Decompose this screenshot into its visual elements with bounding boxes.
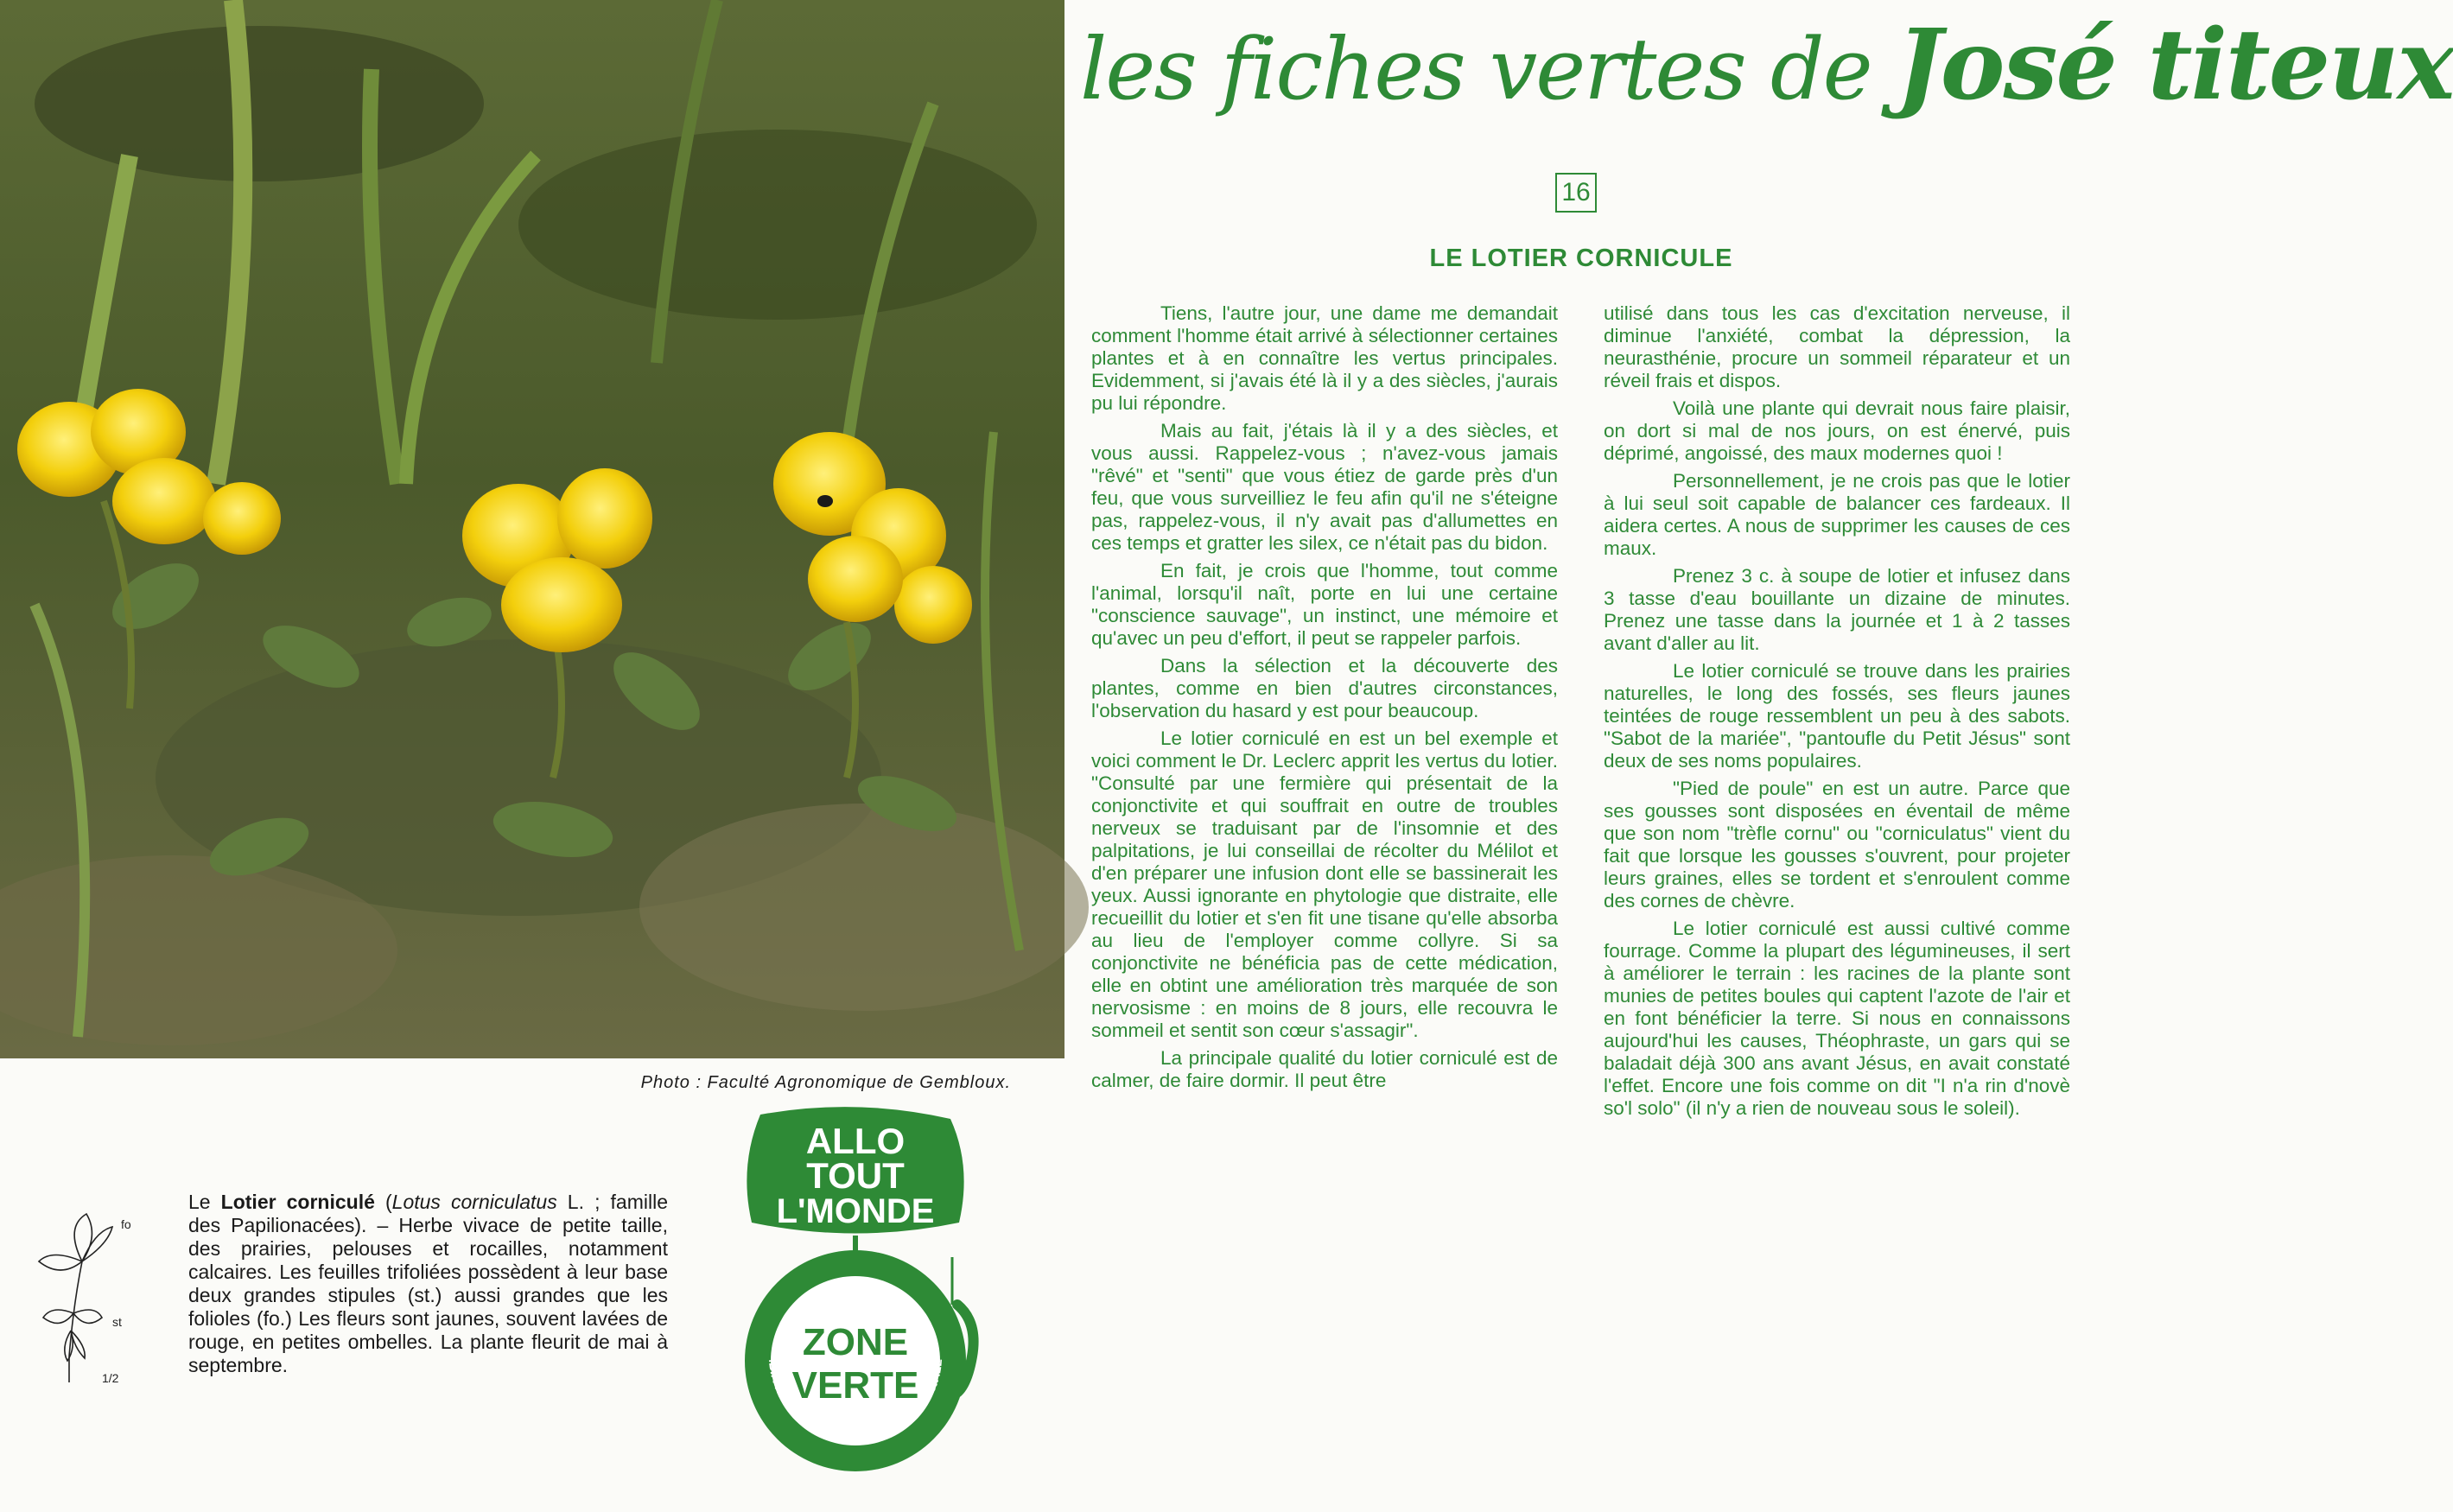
paragraph: Le lotier corniculé est aussi cultivé comme fourrage. Comme la plupart des légumineuses, il sert à améliorer le terrain : les racines de la plante sont munies de petites boules qui captent l'azote de l'air et en font bénéficier la terre. Si nous en connaissons aujourd'hui les causes, Théophraste, un gars qui se baladait déjà 300 ans avant Jésus, en avait constaté l'effet. Encore une fois comme on dit "I n'a rin d'novè so'l solo" (il n'y a rien de nouveau sous le soleil).	[1604, 918, 2070, 1119]
logo-word-2: TOUT	[806, 1155, 905, 1196]
article-title: LE LOTIER CORNICULE	[1429, 245, 1733, 272]
botanical-sketch	[35, 1210, 147, 1391]
paragraph: Tiens, l'autre jour, une dame me demandait comment l'homme était arrivé à sélectionner certaines plantes et à en connaître les vertus principales. Evidemment, si j'avais été là il y a des siècles, j'aurais pu lui répondre.	[1091, 302, 1558, 414]
photo-credit: Photo : Faculté Agronomique de Gembloux.	[640, 1073, 1011, 1092]
logo-center-2: VERTE	[791, 1364, 919, 1407]
article-column-1	[1091, 302, 1558, 1097]
paragraph: Personnellement, je ne crois pas que le lotier à lui seul soit capable de balancer ces fardeaux. Il aidera certes. A nous de supprimer les causes de ces maux.	[1604, 470, 2070, 559]
paragraph: Voilà une plante qui devrait nous faire plaisir, on dort si mal de nos jours, on est énervé, puis déprimé, angoissé, des maux modernes quoi !	[1604, 397, 2070, 464]
paragraph: Dans la sélection et la découverte des plantes, comme en bien d'autres circonstances, l'observation du hasard y est pour beaucoup.	[1091, 655, 1558, 721]
paragraph: La principale qualité du lotier corniculé est de calmer, de faire dormir. Il peut être	[1091, 1047, 1558, 1091]
leaf-sketch-icon	[35, 1210, 147, 1391]
logo-ring-text: .B.F. NAMUR LUXEMBOURG BRABANT WALL	[766, 1358, 945, 1446]
masthead-author: José titeux	[1896, 9, 2453, 122]
issue-number: 16	[1555, 173, 1597, 213]
sketch-label-fo: fo	[121, 1217, 131, 1231]
paragraph: Mais au fait, j'étais là il y a des siècles, et vous aussi. Rappelez-vous ; n'avez-vous jamais "rêvé" et "senti" que vous étiez de garde près d'un feu, que vous surveilliez le feu afin qu'il ne s'éteigne pas, rappelez-vous, il n'y avait pas d'allumettes en ces temps et gratter les silex, ce n'était pas du bidon.	[1091, 420, 1558, 554]
paragraph: Prenez 3 c. à soupe de lotier et infusez dans 3 tasse d'eau bouillante un dizaine de minutes. Prenez une tasse dans la journée et 1 à 2 tasses avant d'aller au lit.	[1604, 565, 2070, 654]
sketch-scale: 1/2	[102, 1371, 119, 1385]
legend-prefix: Le	[188, 1191, 221, 1213]
paragraph: Le lotier corniculé se trouve dans les prairies naturelles, le long des fossés, ses fleurs jaunes teintées de rouge ressemblent un peu à des sabots. "Sabot de la mariée", "pantoufle du Petit Jésus" sont deux de ses noms populaires.	[1604, 660, 2070, 772]
paragraph: En fait, je crois que l'homme, tout comme l'animal, lorsqu'il naît, porte en lui une certaine "conscience sauvage", un instinct, une mémoire et qu'avec un peu d'effort, il peut se rappeler parfois.	[1091, 560, 1558, 649]
legend-latin: Lotus corniculatus	[391, 1191, 557, 1213]
species-legend	[188, 1191, 668, 1377]
masthead-title	[1080, 9, 2453, 122]
legend-open: (	[374, 1191, 392, 1213]
logo-center-1: ZONE	[802, 1321, 909, 1363]
logo-word-1: ALLO	[805, 1121, 906, 1161]
logo-word-3: L'MONDE	[776, 1192, 935, 1230]
sketch-label-st: st	[112, 1315, 122, 1329]
lotus-flowers-illustration	[0, 0, 1064, 1058]
legend-name: Lotier corniculé	[220, 1191, 375, 1213]
article-column-2	[1604, 302, 2070, 1125]
masthead	[1080, 9, 2453, 160]
paragraph: "Pied de poule" en est un autre. Parce que ses gousses sont disposées en éventail de même que son nom "trèfle cornu" ou "corniculatus" vient du fait que lorsque les gousses s'ouvrent, pour projeter leurs graines, elles se tordent et s'enroulent comme des cornes de chèvre.	[1604, 778, 2070, 912]
flower-photo	[0, 0, 1064, 1058]
paragraph: utilisé dans tous les cas d'excitation nerveuse, il diminue l'anxiété, combat la dépression, la neurasthénie, procure un sommeil réparateur et un réveil frais et dispos.	[1604, 302, 2070, 391]
paragraph: Le lotier corniculé en est un bel exemple et voici comment le Dr. Leclerc apprit les vertus du lotier. "Consulté par une fermière qui présentait de la conjonctivite et qui souffrait en outre de troubles nerveux se traduisant par de l'insomnie et des palpitations, je lui conseillai de récolter du Mélilot et d'en préparer une infusion dont elle se bassinerait les yeux. Aussi ignorante en phytologie que distraite, elle recueillit du lotier et s'en fit une tisane qu'elle absorba au lieu de l'employer comme collyre. Si sa conjonctivite ne bénéficia pas de cette médication, elle en obtint une amélioration très marquée de son nervosisme : en moins de 8 jours, elle recouvra le sommeil et sentit son cœur s'assagir".	[1091, 727, 1558, 1041]
radio-logo	[726, 1106, 985, 1486]
masthead-script: les fiches vertes de	[1080, 21, 1872, 119]
legend-text: L. ; famille des Papilionacées). – Herbe vivace de petite taille, des prairies, pelouses et rocailles, notamment calcaires. Les feuilles trifoliées possèdent à leur base deux grandes stipules (st.) aussi grandes que les folioles (fo.) Les fleurs sont jaunes, souvent lavées de rouge, en petites ombelles. La plante fleurit de mai à septembre.	[188, 1191, 668, 1376]
